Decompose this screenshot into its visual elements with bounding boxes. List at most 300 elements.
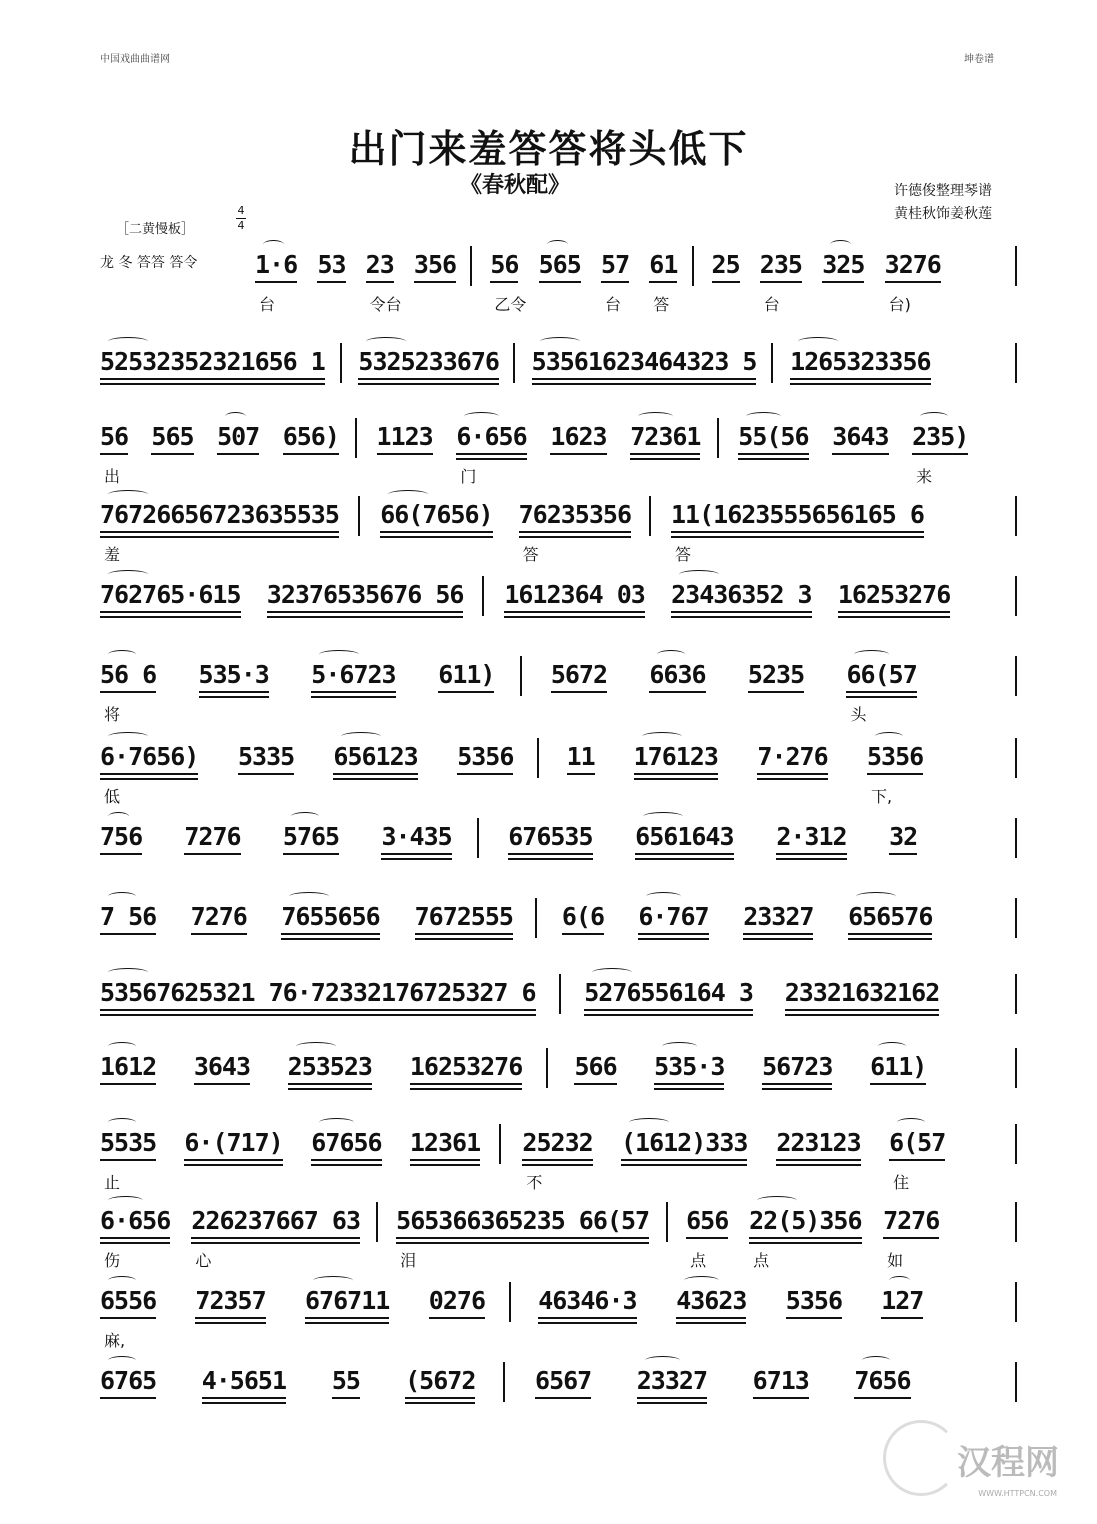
beam-line <box>283 453 339 455</box>
note-text: 72361 <box>630 422 701 451</box>
beam-line <box>380 536 492 538</box>
beam-line <box>366 281 394 283</box>
beam-line <box>151 453 193 455</box>
beam-line <box>100 1009 536 1011</box>
note-group <box>100 1052 156 1085</box>
beam-line <box>311 691 395 693</box>
beam-line <box>195 1317 265 1319</box>
note-group <box>522 1128 592 1166</box>
note-text: 0276 <box>428 1286 486 1315</box>
beam-line <box>848 938 932 940</box>
score-row <box>0 732 1097 806</box>
score-row <box>0 968 1097 1028</box>
note-text: 5·6723 <box>311 660 396 689</box>
note-group <box>100 742 198 780</box>
beam-line <box>191 1242 360 1244</box>
beam-line <box>202 1402 286 1404</box>
slur-mark <box>319 1118 354 1127</box>
beam-line <box>838 611 950 613</box>
beam-line <box>838 616 950 618</box>
lyric-syllable: 答 <box>522 545 539 564</box>
note-group <box>846 660 916 698</box>
note-text: 56723 <box>762 1052 833 1081</box>
note-text: 5356 <box>867 742 924 771</box>
note-group <box>776 822 846 860</box>
beam-line <box>630 453 700 455</box>
note-text: 76726656723635535 <box>100 500 339 529</box>
beam-line <box>584 1014 753 1016</box>
beam-line <box>508 858 592 860</box>
beam-line <box>686 1237 728 1239</box>
beam-line <box>574 1083 616 1085</box>
note-text: 56 <box>100 422 129 451</box>
beam-line <box>199 691 269 693</box>
slur-mark <box>657 650 685 659</box>
credit-arranger: 许德俊整理琴谱 <box>894 183 992 199</box>
note-group <box>100 822 142 855</box>
note-text: 223123 <box>776 1128 861 1157</box>
note-text: 66(57 <box>846 660 917 689</box>
note-group <box>912 422 968 455</box>
barline <box>520 656 522 696</box>
slur-mark <box>108 1276 136 1285</box>
slur-mark <box>289 892 329 901</box>
note-text: 61 <box>649 250 678 279</box>
beam-line <box>191 1237 360 1239</box>
beam-line <box>889 1159 945 1161</box>
slur-mark <box>108 968 148 977</box>
note-text: 611) <box>438 660 495 689</box>
barline <box>717 418 719 458</box>
beam-line <box>567 773 595 775</box>
score-subtitle: 《春秋配》 <box>459 172 570 198</box>
beam-line <box>305 1317 389 1319</box>
slur-mark <box>341 732 381 741</box>
note-group <box>508 822 592 860</box>
note-group <box>539 250 581 283</box>
note-group <box>848 902 932 940</box>
note-group <box>671 500 924 538</box>
note-group <box>881 1286 923 1319</box>
slur-mark <box>920 412 948 421</box>
note-group <box>786 1286 842 1319</box>
note-text: 3643 <box>193 1052 251 1081</box>
note-text: 72357 <box>195 1286 266 1315</box>
note-text: 3643 <box>832 422 889 451</box>
barline <box>376 1202 378 1242</box>
beam-line <box>630 458 700 460</box>
note-text: (5672 <box>405 1366 476 1395</box>
slur-mark <box>645 1356 680 1365</box>
score-row <box>0 1276 1097 1350</box>
watermark <box>859 1416 1079 1506</box>
note-text: 5335 <box>238 742 295 771</box>
watermark-url: WWW.HTTPCN.COM <box>978 1489 1057 1498</box>
lyric-syllable: 将 <box>104 705 121 724</box>
barline <box>340 343 342 383</box>
score-row <box>0 1118 1097 1192</box>
score-row <box>0 1356 1097 1416</box>
barline <box>503 1362 505 1402</box>
beam-line <box>100 1242 170 1244</box>
note-text: 43623 <box>676 1286 747 1315</box>
note-group <box>649 660 705 693</box>
note-text: 57 <box>601 250 630 279</box>
note-text: 16253276 <box>837 580 951 609</box>
note-group <box>760 250 802 283</box>
note-group <box>100 660 156 693</box>
note-text: 1612364 03 <box>504 580 645 609</box>
barline <box>1015 343 1017 383</box>
note-text: 53 <box>317 250 346 279</box>
note-text: 5765 <box>282 822 340 851</box>
slur-mark <box>366 337 406 346</box>
note-group <box>621 1128 747 1166</box>
beam-line <box>504 611 645 613</box>
beam-line <box>358 378 499 380</box>
beam-line <box>776 1159 860 1161</box>
note-text: 52532352321656 1 <box>100 347 325 376</box>
note-group <box>638 902 708 940</box>
note-group <box>217 422 259 455</box>
beam-line <box>621 1159 747 1161</box>
note-group <box>380 500 492 538</box>
beam-line <box>786 1317 842 1319</box>
note-text: 6·656 <box>100 1206 171 1235</box>
note-text: 11 <box>566 742 595 771</box>
note-text: 356 <box>413 250 457 279</box>
note-text: 7276 <box>883 1206 940 1235</box>
note-group <box>195 1286 265 1324</box>
beam-line <box>790 383 931 385</box>
beam-line <box>184 1164 282 1166</box>
note-group <box>311 660 395 698</box>
note-group <box>584 978 753 1016</box>
beam-line <box>539 281 581 283</box>
beam-line <box>457 773 513 775</box>
note-group <box>867 742 923 775</box>
beam-line <box>712 281 740 283</box>
lyric-syllable: 下, <box>871 787 893 806</box>
beam-line <box>846 696 916 698</box>
beam-line <box>634 778 718 780</box>
beam-line <box>333 778 417 780</box>
beam-line <box>635 858 733 860</box>
note-text: 656) <box>282 422 339 451</box>
beam-line <box>519 536 631 538</box>
note-text: 656123 <box>333 742 418 771</box>
beam-line <box>743 933 813 935</box>
beam-line <box>738 453 808 455</box>
note-group <box>686 1206 728 1239</box>
slur-mark <box>108 1042 136 1051</box>
beam-line <box>288 1083 372 1085</box>
note-text: 32376535676 56 <box>266 580 464 609</box>
note-group <box>381 822 451 860</box>
beam-line <box>912 453 968 455</box>
note-text: 535·3 <box>654 1052 725 1081</box>
note-group <box>100 1128 156 1161</box>
note-text: 55 <box>331 1366 360 1395</box>
beam-line <box>785 1014 940 1016</box>
beam-line <box>191 933 247 935</box>
barline <box>692 246 694 286</box>
slur-mark <box>798 337 838 346</box>
note-group <box>635 822 733 860</box>
note-group <box>870 1052 926 1085</box>
note-group <box>601 250 629 283</box>
beam-line <box>410 1088 522 1090</box>
slur-mark <box>225 412 246 421</box>
slur-mark <box>291 812 319 821</box>
beam-line <box>194 1083 250 1085</box>
beam-line <box>281 933 379 935</box>
beam-line <box>753 1397 809 1399</box>
beam-line <box>870 1083 926 1085</box>
score-row <box>0 240 1097 314</box>
note-text: 25232 <box>522 1128 593 1157</box>
beam-line <box>757 773 827 775</box>
note-group <box>838 580 950 618</box>
note-text: (1612)333 <box>620 1128 748 1157</box>
note-text: 46346·3 <box>538 1286 637 1315</box>
credit-performer: 黄桂秋饰姜秋莲 <box>894 206 992 222</box>
beam-line <box>100 933 156 935</box>
slur-mark <box>388 490 428 499</box>
lyric-syllable: 出 <box>104 467 121 486</box>
beam-line <box>638 938 708 940</box>
note-text: 5325233676 <box>358 347 499 376</box>
note-text: 6765 <box>100 1366 157 1395</box>
note-text: 6·656 <box>456 422 527 451</box>
beam-line <box>654 1083 724 1085</box>
beam-line <box>621 1164 747 1166</box>
note-group <box>317 250 345 283</box>
beam-line <box>100 1159 156 1161</box>
beam-line <box>490 281 518 283</box>
note-text: 176123 <box>633 742 718 771</box>
barline <box>1015 738 1017 778</box>
beam-line <box>749 1242 861 1244</box>
slur-mark <box>638 412 673 421</box>
note-group <box>532 347 757 385</box>
beam-line <box>757 778 827 780</box>
note-group <box>634 742 718 780</box>
note-group <box>283 822 339 855</box>
note-text: 7655656 <box>281 902 380 931</box>
beam-line <box>100 1014 536 1016</box>
note-group <box>574 1052 616 1085</box>
beam-line <box>762 1088 832 1090</box>
slur-mark <box>592 968 632 977</box>
beam-line <box>358 383 499 385</box>
beam-line <box>202 1397 286 1399</box>
site-header-left: 中国戏曲曲谱网 <box>100 54 170 65</box>
note-text: 6567 <box>535 1366 592 1395</box>
note-text: 7656 <box>854 1366 911 1395</box>
barline <box>1015 656 1017 696</box>
beam-line <box>414 281 456 283</box>
note-text: 23436352 3 <box>671 580 812 609</box>
beam-line <box>100 1237 170 1239</box>
beam-line <box>634 773 718 775</box>
note-text: 676535 <box>508 822 593 851</box>
lyric-syllable: 台 <box>763 295 780 314</box>
note-text: 656 <box>686 1206 729 1235</box>
beam-line <box>832 453 888 455</box>
tempo-mode: ［二黄慢板］ <box>116 222 195 237</box>
beam-line <box>396 1237 649 1239</box>
lyric-syllable: 如 <box>887 1251 904 1270</box>
note-group <box>283 422 339 455</box>
note-text: 7672555 <box>414 902 513 931</box>
note-group <box>671 580 812 618</box>
note-text: 53567625321 76·72332176725327 6 <box>100 978 536 1007</box>
note-group <box>333 742 417 780</box>
note-text: 6636 <box>649 660 706 689</box>
note-group <box>776 1128 860 1166</box>
note-group <box>854 1366 910 1399</box>
note-text: 12361 <box>409 1128 481 1157</box>
slur-mark <box>108 732 148 741</box>
note-text: 7276 <box>190 902 247 931</box>
note-text: 7·276 <box>757 742 828 771</box>
slur-mark <box>540 337 580 346</box>
note-text: 56 6 <box>100 660 157 689</box>
beam-line <box>415 933 513 935</box>
note-group <box>199 660 269 698</box>
note-text: 4·5651 <box>201 1366 287 1395</box>
slur-mark <box>108 892 136 901</box>
slur-mark <box>108 337 148 346</box>
lyric-syllable: 答 <box>675 545 692 564</box>
note-group <box>785 978 940 1016</box>
note-group <box>100 347 325 385</box>
note-text: 5672 <box>550 660 608 689</box>
beam-line <box>776 1164 860 1166</box>
note-text: 5235 <box>747 660 805 689</box>
note-text: 2·312 <box>776 822 847 851</box>
note-group <box>535 1366 591 1399</box>
beam-line <box>790 378 931 380</box>
slur-mark <box>296 1042 336 1051</box>
beam-line <box>332 1397 360 1399</box>
note-group <box>649 250 677 283</box>
beam-line <box>522 1164 592 1166</box>
barline <box>1015 1282 1017 1322</box>
beam-line <box>532 383 757 385</box>
note-text: 66(7656) <box>380 500 493 529</box>
note-group <box>366 250 394 283</box>
barline <box>1015 496 1017 536</box>
score-row <box>0 1042 1097 1102</box>
watermark-text: 汉程网 <box>957 1443 1059 1483</box>
slur-mark <box>642 732 682 741</box>
barline <box>546 1048 548 1088</box>
lyric-syllable: 心 <box>195 1251 212 1270</box>
note-group <box>100 1206 170 1244</box>
note-text: 656576 <box>848 902 933 931</box>
score-title: 出门来羞答答将头低下 <box>348 126 749 171</box>
slur-mark <box>878 1042 906 1051</box>
slur-mark <box>108 1196 143 1205</box>
note-text: 32 <box>889 822 918 851</box>
beam-line <box>100 1397 156 1399</box>
note-group <box>883 1206 939 1239</box>
score-row <box>0 1196 1097 1270</box>
beam-line <box>637 1402 707 1404</box>
beam-line <box>410 1164 480 1166</box>
beam-line <box>100 531 339 533</box>
beam-line <box>760 281 802 283</box>
note-text: 6(6 <box>561 902 605 931</box>
score-row <box>0 570 1097 630</box>
note-group <box>429 1286 485 1319</box>
slur-mark <box>854 650 889 659</box>
note-group <box>100 1366 156 1399</box>
note-text: 25 <box>711 250 740 279</box>
note-group <box>889 822 917 855</box>
beam-line <box>562 933 604 935</box>
beam-line <box>885 281 941 283</box>
note-group <box>519 500 631 538</box>
beam-line <box>396 1242 649 1244</box>
note-group <box>457 742 513 775</box>
note-group <box>889 1128 945 1161</box>
beam-line <box>522 1159 592 1161</box>
lyric-syllable: 止 <box>104 1173 121 1192</box>
lyric-syllable: 头 <box>850 705 867 724</box>
barline <box>470 246 472 286</box>
slur-mark <box>897 1118 925 1127</box>
slur-mark <box>108 1356 136 1365</box>
beam-line <box>738 458 808 460</box>
beam-line <box>283 853 339 855</box>
note-group <box>490 250 518 283</box>
beam-line <box>671 531 924 533</box>
note-group <box>100 580 241 618</box>
barline <box>537 738 539 778</box>
note-text: 235) <box>912 422 969 451</box>
note-group <box>654 1052 724 1090</box>
beam-line <box>100 383 325 385</box>
beam-line <box>184 853 240 855</box>
slur-mark <box>629 1118 669 1127</box>
score-row <box>0 812 1097 872</box>
beam-line <box>532 378 757 380</box>
beam-line <box>100 1317 156 1319</box>
note-text: 5535 <box>100 1128 157 1157</box>
beam-line <box>311 1164 381 1166</box>
note-group <box>194 1052 250 1085</box>
percussion-lead: 龙 冬 答答 答令 <box>100 255 198 271</box>
lyric-syllable: 伤 <box>104 1251 121 1270</box>
barline <box>1015 576 1017 616</box>
note-group <box>332 1366 360 1399</box>
barline <box>771 343 773 383</box>
note-group <box>504 580 645 618</box>
beam-line <box>743 938 813 940</box>
beam-line <box>288 1088 372 1090</box>
beam-line <box>410 1083 522 1085</box>
note-group <box>630 422 700 460</box>
score-row <box>0 337 1097 397</box>
beam-line <box>317 281 345 283</box>
score-row <box>0 892 1097 952</box>
beam-line <box>601 281 629 283</box>
note-text: 7276 <box>184 822 241 851</box>
beam-line <box>748 691 804 693</box>
